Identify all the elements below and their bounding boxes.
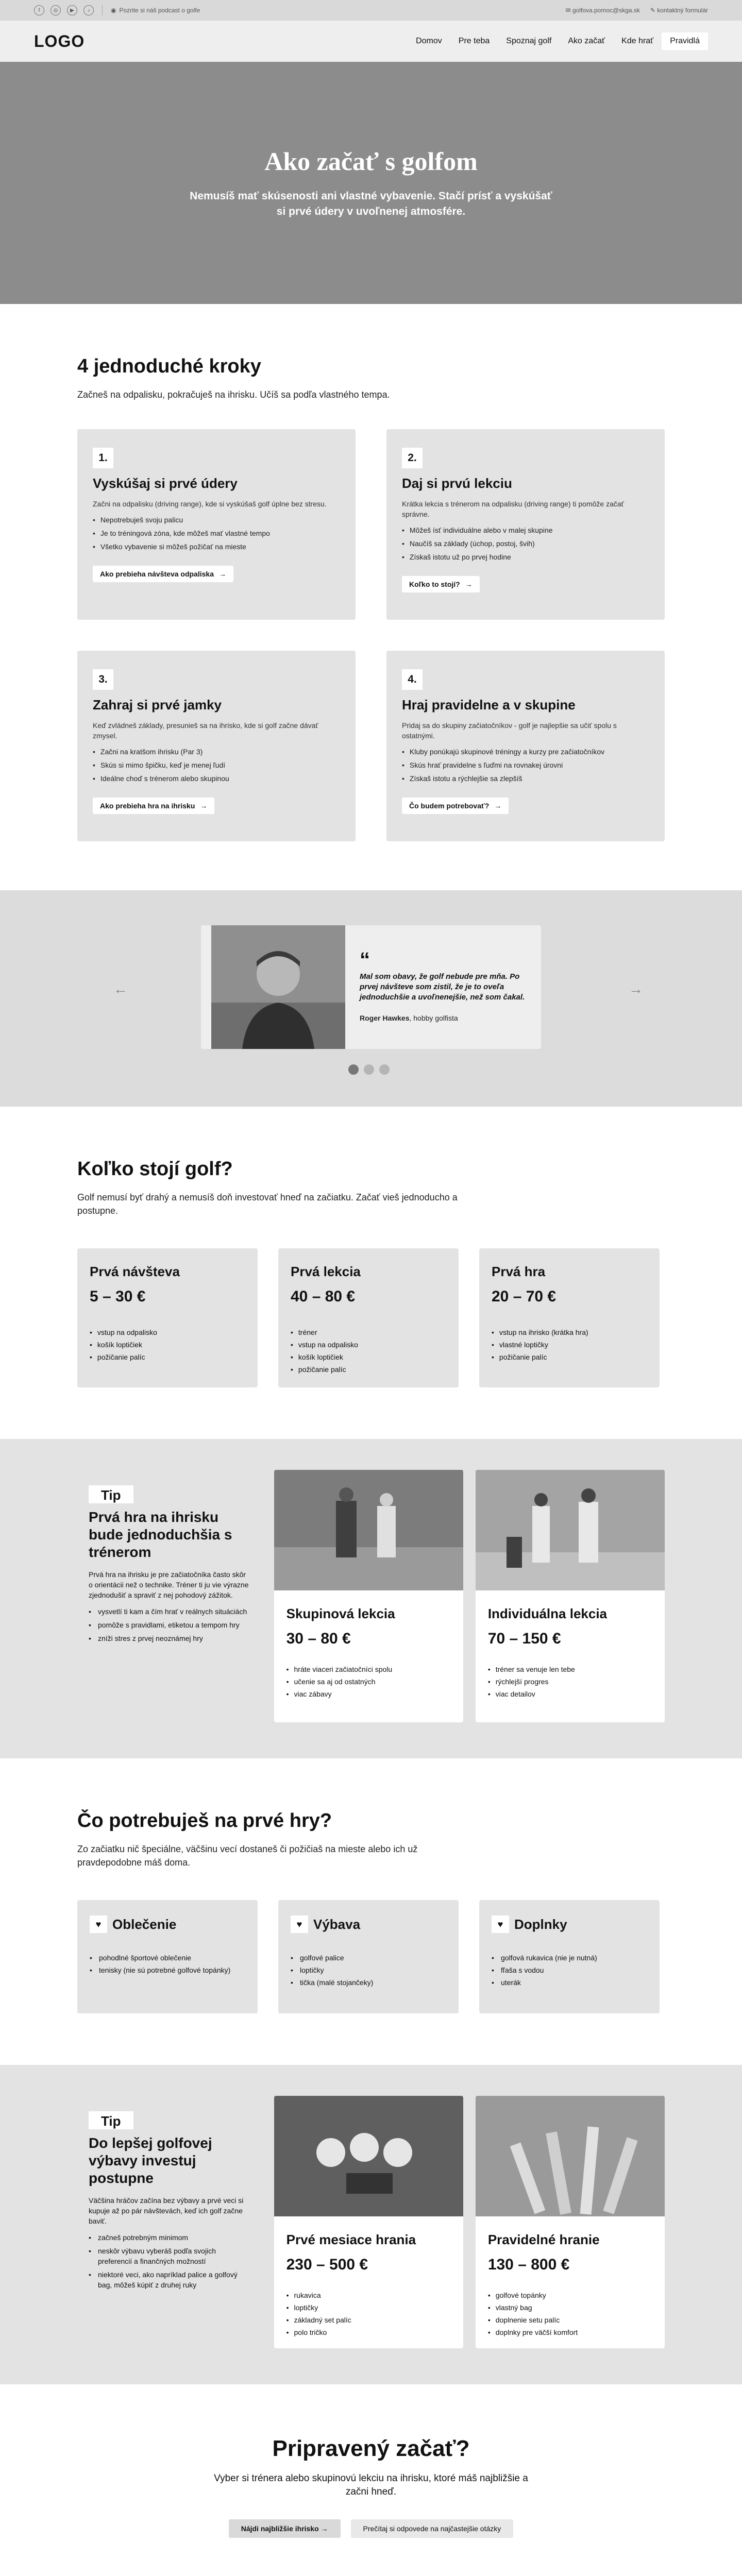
podcast-notice-text: Pozrite si náš podcast o golfe [119, 7, 200, 14]
youtube-icon[interactable]: ▶ [67, 5, 77, 15]
budget-bullets [286, 2289, 451, 2338]
lesson-card [476, 1470, 665, 1722]
nav-where-to-play[interactable]: Kde hrať [621, 37, 654, 45]
person-photo-placeholder [211, 925, 345, 1049]
price-card [278, 1248, 459, 1387]
budget-title: Pravidelné hranie [487, 2232, 600, 2247]
list-item: • niektoré veci, ako napríklad palice a golfový bag, môžeš kúpiť z druhej ruky [89, 2269, 250, 2290]
step-button[interactable] [93, 798, 214, 814]
lesson-price: 70 – 150 € [487, 1630, 561, 1647]
list-item: • Získaš istotu a rýchlejšie sa zlepšíš [402, 772, 649, 785]
budget-title: Prvé mesiace hrania [286, 2232, 416, 2247]
header [0, 21, 742, 62]
contact-form-text: kontaktný formulár [657, 7, 708, 14]
hero-subtitle: Nemusíš mať skúsenosti ani vlastné vybavenie. Stačí prísť a vyskúšať si prvé údery v uvoľnenej atmosfére. [190, 190, 552, 217]
nav-discover-golf[interactable]: Spoznaj golf [506, 37, 552, 45]
carousel-dot[interactable] [364, 1064, 374, 1075]
lesson-image [274, 1470, 463, 1590]
arrow-left-icon[interactable]: ← [113, 981, 128, 997]
list-item: • Môžeš ísť individuálne alebo v malej skupine [402, 523, 649, 537]
step-bullets [402, 523, 649, 564]
testimonial-text: Mal som obavy, že golf nebude pre mňa. Po prvej návšteve som zistil, že je to oveľa jednoduchšie a uvoľnenejšie, než som čakal. [360, 972, 525, 1002]
step-card [77, 429, 356, 620]
list-item: • Začni na kratšom ihrisku (Par 3) [93, 745, 340, 758]
list-item: • viac zábavy [286, 1688, 451, 1700]
step-button-label: Koľko to stojí? [409, 580, 460, 588]
list-item: • vstup na odpalisko [291, 1338, 446, 1351]
price-card [77, 1248, 258, 1387]
main-nav [408, 32, 708, 50]
golf-clubs-photo [476, 2096, 665, 2216]
price-bullets [90, 1326, 245, 1363]
list-item: • tička (malé stojančeky) [291, 1976, 446, 1989]
list-item: • vlastné loptičky [492, 1338, 647, 1351]
step-title: Hraj pravidelne a v skupine [402, 697, 576, 713]
needs-card-title [90, 1916, 245, 1933]
budget-image [476, 2096, 665, 2216]
facebook-icon[interactable]: f [34, 5, 44, 15]
faq-button[interactable]: Prečítaj si odpovede na najčastejšie otázky [351, 2519, 514, 2538]
list-item: • rýchlejší progres [488, 1675, 652, 1688]
needs-card-title-text: Oblečenie [112, 1916, 177, 1932]
tip-badge: Tip [89, 1485, 133, 1503]
nav-how-to-start[interactable]: Ako začať [568, 37, 605, 45]
testimonial-photo [211, 925, 345, 1049]
pricing-section [0, 1107, 742, 1439]
author-role: , hobby golfista [409, 1014, 458, 1022]
step-number: 2. [402, 448, 423, 468]
list-item: • vstup na ihrisko (krátka hra) [492, 1326, 647, 1338]
topbar-right [566, 7, 708, 14]
step-button-label: Ako prebieha návšteva odpaliska [100, 570, 214, 578]
lesson-price: 30 – 80 € [286, 1630, 351, 1647]
list-item: • golfová rukavica (nie je nutná) [492, 1952, 647, 1964]
step-title: Daj si prvú lekciu [402, 476, 512, 491]
top-bar [0, 0, 742, 21]
list-item: • viac detailov [488, 1688, 652, 1700]
price-card [479, 1248, 660, 1387]
price-range: 20 – 70 € [492, 1288, 556, 1305]
budget-price: 230 – 500 € [286, 2256, 368, 2273]
budget-card [274, 2096, 463, 2348]
list-item: • Skús si mimo špičku, keď je menej ľudí [93, 758, 340, 772]
list-item: • požičanie palíc [291, 1363, 446, 1376]
cta-title: Pripravený začať? [272, 2436, 470, 2461]
list-item: • Naučíš sa základy (úchop, postoj, švih) [402, 537, 649, 550]
step-card [77, 651, 356, 841]
step-card [386, 651, 665, 841]
needs-card-title [492, 1916, 647, 1933]
list-item: • doplnenie setu palíc [488, 2314, 652, 2326]
needs-card-title [291, 1916, 446, 1933]
needs-card [77, 1900, 258, 2013]
list-item: • požičanie palíc [90, 1351, 245, 1363]
equipment-needs-section [0, 1758, 742, 2065]
step-text: Keď zvládneš základy, presunieš sa na ihrisko, kde si golf začne dávať zmysel. [93, 721, 318, 740]
list-item: • tenisky (nie sú potrebné golfové topánky) [90, 1964, 245, 1976]
lesson-bullets [286, 1663, 451, 1700]
site-logo[interactable]: LOGO [34, 31, 85, 50]
list-item: • uterák [492, 1976, 647, 1989]
needs-grid [77, 1900, 665, 2013]
cta-section [0, 2384, 742, 2576]
list-item: • tréner sa venuje len tebe [488, 1663, 652, 1675]
list-item: • loptičky [291, 1964, 446, 1976]
step-text: Krátka lekcia s trénerom na odpalisku (driving range) ti pomôže začať správne. [402, 500, 624, 518]
list-item: • učenie sa aj od ostatných [286, 1675, 451, 1688]
nav-for-you[interactable]: Pre teba [458, 37, 490, 45]
testimonial-card [201, 925, 541, 1049]
price-range: 40 – 80 € [291, 1288, 356, 1305]
price-range: 5 – 30 € [90, 1288, 146, 1305]
step-bullets [93, 513, 340, 553]
list-item: • košík loptičiek [291, 1351, 446, 1363]
list-item: • vysvetlí ti kam a čím hrať v reálnych situáciách [89, 1606, 250, 1617]
list-item: • rukavica [286, 2289, 451, 2301]
price-bullets [291, 1326, 446, 1376]
step-button[interactable] [402, 576, 480, 592]
tip-title: Do lepšej golfovej výbavy investuj postupne [89, 2135, 212, 2186]
lesson-card-body [476, 1590, 665, 1716]
contact-form-link[interactable]: ✎ kontaktný formulár [650, 7, 708, 14]
tip-text: Väčšina hráčov začína bez výbavy a prvé veci si kupuje až po pár návštevách, keď ich golf začne baviť. [89, 2196, 244, 2225]
heart-icon: ♥ [492, 1916, 509, 1933]
podcast-notice[interactable] [111, 7, 200, 14]
needs-lead: Zo začiatku nič špeciálne, väčšinu vecí dostaneš či požičiaš na mieste alebo ich už pravdepodobne máš doma. [77, 1844, 418, 1868]
needs-bullets [492, 1952, 647, 1989]
contact-email-link[interactable]: ✉ golfova.pomoc@skga.sk [565, 7, 640, 14]
cta-buttons [0, 2519, 742, 2538]
budget-card-body [476, 2216, 665, 2348]
needs-title: Čo potrebuješ na prvé hry? [77, 1810, 332, 1832]
step-title: Vyskúšaj si prvé údery [93, 476, 238, 491]
lesson-card-body [274, 1590, 463, 1716]
author-name: Roger Hawkes [360, 1014, 410, 1022]
pricing-grid [77, 1248, 665, 1387]
pricing-lead: Golf nemusí byť drahý a nemusíš doň investovať hneď na začiatku. Začať vieš jednoducho a postupne. [77, 1192, 458, 1216]
list-item: • vstup na odpalisko [90, 1326, 245, 1338]
instagram-icon[interactable]: ◎ [50, 5, 61, 15]
nav-rules[interactable]: Pravidlá [662, 32, 708, 50]
list-item: • polo tričko [286, 2326, 451, 2338]
tip-text: Prvá hra na ihrisku je pre začiatočníka často skôr o orientácii než o technike. Tréner ti ju vie výrazne zjednodušiť a spraviť z nej pohodový zážitok. [89, 1570, 249, 1599]
step-button[interactable] [93, 566, 233, 582]
list-item: • Ideálne choď s trénerom alebo skupinou [93, 772, 340, 785]
list-item: • zníži stres z prvej neoznámej hry [89, 1633, 250, 1643]
list-item: • základný set palíc [286, 2314, 451, 2326]
tip-bullets [89, 1606, 250, 1643]
list-item: • loptičky [286, 2301, 451, 2314]
individual-lesson-photo [476, 1470, 665, 1590]
list-item: • doplnky pre väčší komfort [488, 2326, 652, 2338]
needs-card [479, 1900, 660, 2013]
step-button[interactable] [402, 798, 509, 814]
list-item: • vlastný bag [488, 2301, 652, 2314]
arrow-right-icon: → [465, 580, 473, 588]
lesson-image [476, 1470, 665, 1590]
list-item: • Všetko vybavenie si môžeš požičať na mieste [93, 540, 340, 553]
list-item: • fľaša s vodou [492, 1964, 647, 1976]
budget-image [274, 2096, 463, 2216]
tip-badge: Tip [89, 2111, 133, 2129]
arrow-right-icon: → [494, 802, 502, 810]
find-course-button[interactable]: Nájdi najbližšie ihrisko → [229, 2519, 341, 2538]
list-item: • tréner [291, 1326, 446, 1338]
testimonial-section [0, 890, 742, 1107]
step-number: 4. [402, 669, 423, 690]
list-item: • pohodlné športové oblečenie [90, 1952, 245, 1964]
testimonial-quote [360, 948, 531, 1022]
steps-section [0, 304, 742, 890]
step-card [386, 429, 665, 620]
list-item: • golfové topánky [488, 2289, 652, 2301]
list-item: • požičanie palíc [492, 1351, 647, 1363]
list-item: • Kluby ponúkajú skupinové tréningy a kurzy pre začiatočníkov [402, 745, 649, 758]
tiktok-icon[interactable]: ♪ [83, 5, 94, 15]
heart-icon: ♥ [90, 1916, 107, 1933]
needs-card-title-text: Výbava [313, 1916, 361, 1932]
tip-box [77, 2096, 262, 2353]
steps-title: 4 jednoduché kroky [77, 355, 261, 377]
step-number: 1. [93, 448, 113, 468]
step-bullets [93, 745, 340, 785]
lesson-title: Individuálna lekcia [487, 1606, 608, 1621]
list-item: • Je to tréningová zóna, kde môžeš mať vlastné tempo [93, 527, 340, 540]
steps-lead: Začneš na odpalisku, pokračuješ na ihrisku. Učíš sa podľa vlastného tempa. [77, 389, 390, 400]
needs-card [278, 1900, 459, 2013]
step-text: Pridaj sa do skupiny začiatočníkov - golf je najlepšie sa učiť spolu s ostatnými. [402, 721, 617, 740]
tip-box [77, 1470, 262, 1727]
carousel-dot[interactable] [348, 1064, 359, 1075]
arrow-right-icon: → [200, 802, 208, 810]
price-card-title: Prvá hra [492, 1264, 546, 1279]
step-number: 3. [93, 669, 113, 690]
cta-text: Vyber si trénera alebo skupinovú lekciu na ihrisku, ktoré máš najbližšie a začni hneď. [214, 2473, 528, 2497]
list-item: • neskôr výbavu vyberáš podľa svojich preferencií a finančných možností [89, 2246, 250, 2266]
lesson-title: Skupinová lekcia [286, 1606, 395, 1621]
step-button-label: Čo budem potrebovať? [409, 802, 490, 810]
group-lesson-photo [274, 1470, 463, 1590]
budget-bullets [488, 2289, 652, 2338]
nav-home[interactable]: Domov [416, 37, 442, 45]
podcast-icon: ◉ [111, 7, 116, 14]
pricing-title: Koľko stojí golf? [77, 1158, 233, 1180]
carousel-dots [348, 1064, 390, 1075]
step-text: Začni na odpalisku (driving range), kde si vyskúšaš golf úplne bez stresu. [93, 500, 327, 508]
coach-tip-section [0, 1439, 742, 1758]
price-bullets [492, 1326, 647, 1363]
budget-card [476, 2096, 665, 2348]
lesson-bullets [488, 1663, 652, 1700]
steps-grid [77, 429, 665, 841]
step-title: Zahraj si prvé jamky [93, 697, 222, 713]
price-card-title: Prvá návšteva [90, 1264, 180, 1279]
quote-mark-icon: “ [360, 948, 370, 971]
price-card-title: Prvá lekcia [291, 1264, 361, 1279]
step-bullets [402, 745, 649, 785]
hero-title: Ako začať s golfom [264, 147, 478, 176]
list-item: • košík loptičiek [90, 1338, 245, 1351]
list-item: • Skús hrať pravidelne s ľuďmi na rovnakej úrovni [402, 758, 649, 772]
tip-title: Prvá hra na ihrisku bude jednoduchšia s trénerom [89, 1509, 232, 1560]
find-course-label: Nájdi najbližšie ihrisko [241, 2524, 319, 2533]
tip-bullets [89, 2232, 250, 2290]
list-item: • pomôže s pravidlami, etiketou a tempom hry [89, 1620, 250, 1630]
list-item: • Získaš istotu už po prvej hodine [402, 550, 649, 564]
needs-bullets [291, 1952, 446, 1989]
needs-bullets [90, 1952, 245, 1976]
arrow-right-icon: → [218, 570, 226, 578]
contact-email-text: golfova.pomoc@skga.sk [572, 7, 640, 14]
budget-price: 130 – 800 € [487, 2256, 570, 2273]
list-item: • Nepotrebuješ svoju palicu [93, 513, 340, 527]
carousel-dot[interactable] [379, 1064, 390, 1075]
golf-balls-photo [274, 2096, 463, 2216]
list-item: • začneš potrebným minimom [89, 2232, 250, 2243]
social-links [34, 5, 94, 15]
needs-card-title-text: Doplnky [514, 1916, 567, 1932]
testimonial-author [360, 1014, 531, 1022]
list-item: • golfové palice [291, 1952, 446, 1964]
list-item: • hráte viaceri začiatočníci spolu [286, 1663, 451, 1675]
equipment-tip-section [0, 2065, 742, 2384]
step-button-label: Ako prebieha hra na ihrisku [100, 802, 195, 810]
hero [0, 62, 742, 304]
heart-icon: ♥ [291, 1916, 308, 1933]
arrow-right-icon[interactable]: → [629, 981, 643, 997]
budget-card-body [274, 2216, 463, 2348]
topbar-divider [102, 5, 103, 15]
lesson-card [274, 1470, 463, 1722]
